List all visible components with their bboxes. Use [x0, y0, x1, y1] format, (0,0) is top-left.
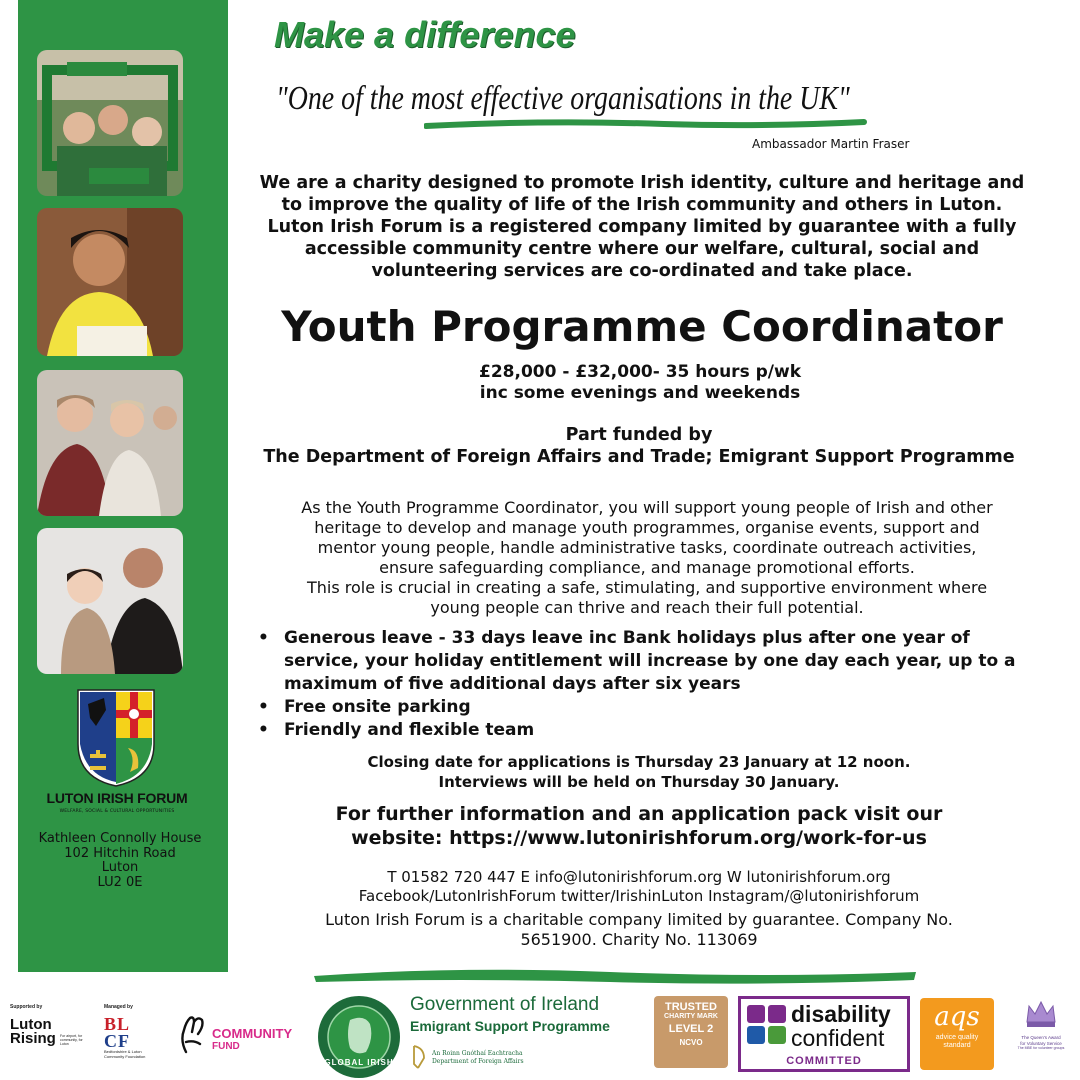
queens-award-line1: The Queen's Award	[1021, 1035, 1061, 1040]
luton-rising-name2: Rising	[10, 1030, 56, 1047]
ambassador-quote: "One of the most effective organisations in the UK"	[276, 80, 850, 117]
interview-date: Interviews will be held on Thursday 30 January.	[438, 773, 840, 791]
benefits-list	[258, 627, 1048, 742]
community-fund-logo	[176, 1014, 306, 1058]
further-info	[236, 802, 1042, 850]
blcf-logo	[104, 1004, 164, 1074]
luton-rising-name1: Luton	[10, 1016, 52, 1033]
salary-block	[440, 362, 840, 404]
dept-irish-name: An Roinn Gnóthaí Eachtracha	[432, 1050, 523, 1057]
queens-award-line2: for Voluntary Service	[1020, 1040, 1062, 1046]
trusted-line1: TRUSTED	[665, 1001, 717, 1013]
benefit-line: • Free onsite parking	[284, 697, 471, 717]
funding-block	[236, 424, 1042, 468]
legal-line: 5651900. Charity No. 113069	[520, 930, 758, 949]
role-description	[252, 498, 1042, 618]
benefit-leave	[258, 627, 1048, 696]
gov-ireland-subtitle: Emigrant Support Programme	[410, 1018, 610, 1034]
funder: The Department of Foreign Affairs and Trade; Emigrant Support Programme	[263, 447, 1015, 467]
salary: £28,000 - £32,000- 35 hours p/wk	[479, 362, 801, 382]
address-line: 102 Hitchin Road	[64, 845, 176, 861]
managed-by-label: Managed by	[104, 1004, 133, 1010]
address-line: Luton	[101, 860, 139, 875]
disability-confident-logo	[738, 996, 910, 1072]
closing-date: Closing date for applications is Thursday 23 January at 12 noon.	[367, 753, 911, 771]
description-line: ensure safeguarding compliance, and manage promotional efforts.	[379, 558, 915, 577]
harp-icon	[412, 1044, 426, 1070]
legal-notice	[236, 910, 1042, 950]
disability-confident-icon	[747, 1005, 787, 1045]
social-line: Facebook/LutonIrishForum twitter/IrishinLuton Instagram/@lutonirishforum	[358, 887, 920, 905]
description-line: As the Youth Programme Coordinator, you will support young people of Irish and other	[301, 498, 993, 517]
org-tagline: WELFARE, SOCIAL & CULTURAL OPPORTUNITIES	[59, 809, 175, 814]
contact-line: T 01582 720 447 E info@lutonirishforum.org W lutonirishforum.org	[387, 868, 891, 886]
job-title: Youth Programme Coordinator	[281, 302, 1003, 351]
global-irish-seal-icon	[316, 994, 402, 1080]
address-line: LU2 0E	[97, 874, 143, 890]
blcf-row1: BL	[104, 1014, 131, 1034]
trusted-line4: NCVO	[679, 1038, 703, 1047]
benefit-line: • Generous leave - 33 days leave inc Bank holidays plus after one year of	[284, 628, 970, 648]
aqs-logo	[920, 998, 994, 1070]
trusted-charity-mark-logo	[654, 996, 728, 1068]
intro-line: accessible community centre where our welfare, cultural, social and	[304, 239, 980, 259]
intro-line: Luton Irish Forum is a registered company limited by guarantee with a fully	[267, 217, 1017, 237]
quote-attribution: Ambassador Martin Fraser	[752, 137, 910, 151]
org-name: LUTON IRISH FORUM	[46, 790, 188, 806]
disability-line3: COMMITTED	[786, 1055, 862, 1067]
intro-line: We are a charity designed to promote Irish identity, culture and heritage and	[259, 173, 1025, 193]
description-line: mentor young people, handle administrative tasks, coordinate outreach activities,	[317, 538, 977, 557]
photo-man-with-baby	[37, 528, 183, 674]
description-line: young people can thrive and reach their full potential.	[430, 598, 864, 617]
further-info-line: For further information and an application pack visit our	[335, 803, 943, 825]
luton-rising-tagline: For airport, for community, for Luton	[60, 1034, 83, 1046]
description-line: This role is crucial in creating a safe, stimulating, and supportive environment where	[306, 578, 988, 597]
trusted-line2: CHARITY MARK	[664, 1013, 718, 1020]
benefit-line: • Friendly and flexible team	[284, 720, 535, 740]
benefit-line: maximum of five additional days after six years	[284, 674, 741, 694]
global-irish-label: GLOBAL IRISH	[324, 1058, 394, 1067]
aqs-mark: aqs	[934, 1002, 980, 1032]
queens-award-logo	[1004, 996, 1078, 1068]
dept-english-name: Department of Foreign Affairs	[432, 1058, 524, 1065]
aqs-caption: advice quality standard	[935, 1034, 979, 1049]
hours-note: inc some evenings and weekends	[479, 383, 801, 403]
quote-underline	[424, 116, 868, 134]
closing-dates	[236, 752, 1042, 792]
gov-ireland-title: Government of Ireland	[410, 994, 600, 1015]
benefit-team	[258, 719, 1048, 742]
community-fund-line1: COMMUNITY	[212, 1026, 293, 1041]
legal-line: Luton Irish Forum is a charitable company limited by guarantee. Company No.	[325, 910, 953, 929]
description-line: heritage to develop and manage youth programmes, organise events, support and	[314, 518, 980, 537]
photo-two-women-smiling	[37, 370, 183, 516]
luton-rising-logo	[10, 1004, 90, 1074]
blcf-row2: CF	[104, 1031, 130, 1051]
blcf-caption: Bedfordshire & Luton Community Foundation	[104, 1049, 146, 1059]
supported-by-label: Supported by	[10, 1004, 43, 1010]
disability-line1: disability	[791, 1001, 891, 1027]
footer-swoosh	[310, 962, 920, 988]
crown-icon	[1024, 996, 1058, 1030]
benefit-parking	[258, 696, 1048, 719]
address-line: Kathleen Connolly House	[38, 831, 202, 846]
funded-by-label: Part funded by	[565, 425, 713, 445]
photo-st-patricks-celebration	[37, 50, 183, 196]
intro-line: volunteering services are co-ordinated and take place.	[371, 261, 913, 281]
application-link[interactable]: website: https://www.lutonirishforum.org/work-for-us	[351, 827, 927, 849]
org-address	[20, 832, 220, 890]
headline: Make a difference	[274, 14, 576, 55]
queens-award-line3: The MBE for volunteer groups	[1017, 1046, 1065, 1050]
government-of-ireland-logo	[410, 994, 644, 1078]
photo-woman-yellow-dress	[37, 208, 183, 356]
disability-line2: confident	[791, 1025, 885, 1051]
community-fund-line2: FUND	[212, 1041, 240, 1052]
contact-details	[236, 868, 1042, 906]
intro-paragraph	[236, 172, 1048, 282]
luton-irish-forum-crest-icon	[76, 688, 156, 788]
crossed-fingers-icon	[176, 1014, 210, 1054]
benefit-line: service, your holiday entitlement will increase by one day each year, up to a	[284, 651, 1016, 671]
trusted-line3: LEVEL 2	[668, 1023, 714, 1035]
intro-line: to improve the quality of life of the Irish community and others in Luton.	[281, 195, 1003, 215]
